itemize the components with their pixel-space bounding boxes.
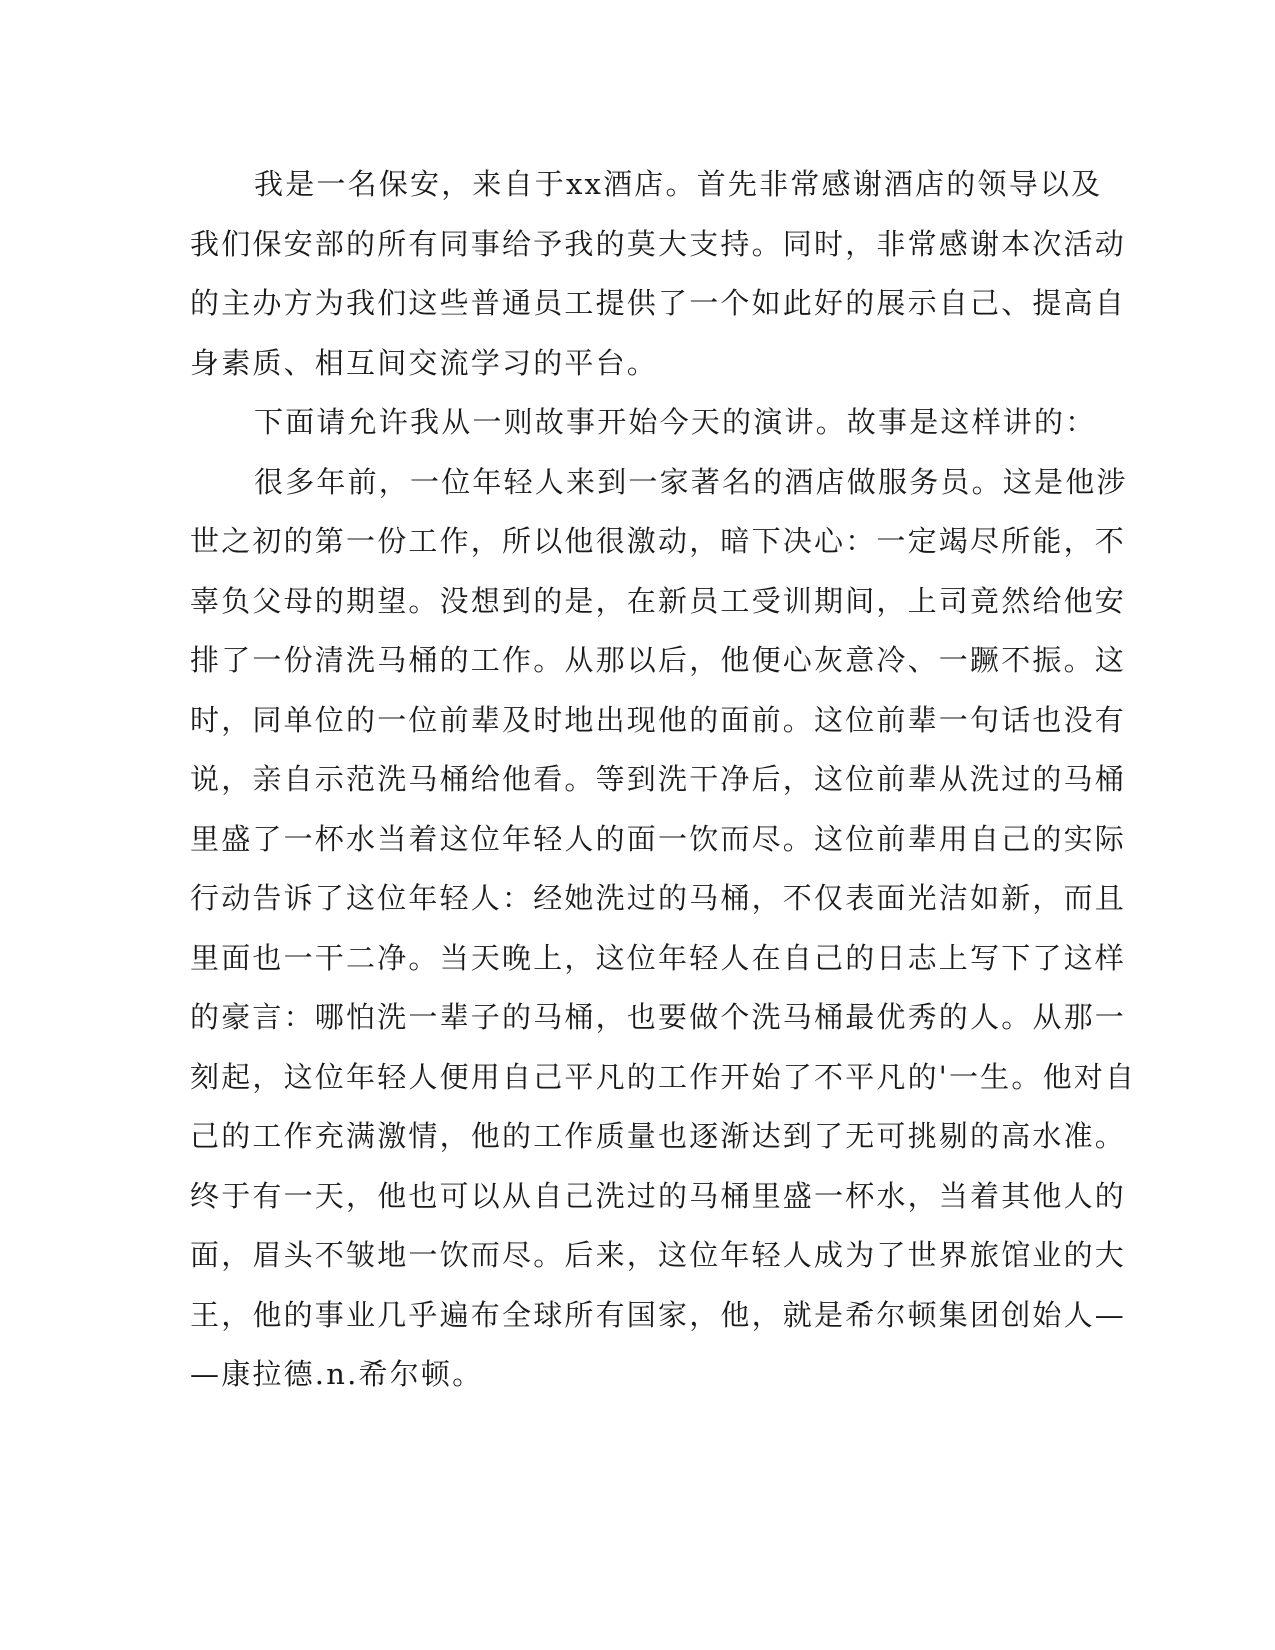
paragraph-transition (190, 393, 1097, 453)
text-line: 己的工作充满激情，他的工作质量也逐渐达到了无可挑剔的高水准。 (190, 1119, 1127, 1153)
text-line: 刻起，这位年轻人便用自己平凡的工作开始了不平凡的'一生。他对自 (190, 1059, 1137, 1094)
text-line: 里盛了一杯水当着这位年轻人的面一饮而尽。这位前辈用自己的实际 (190, 821, 1127, 856)
text-line: 里面也一干二净。当天晚上，这位年轻人在自己的日志上写下了这样 (190, 940, 1127, 975)
text-line: 我们保安部的所有同事给予我的莫大支持。同时，非常感谢本次活动 (190, 226, 1127, 261)
text-line: 我是一名保安，来自于xx酒店。首先非常感谢酒店的领导以及 (254, 167, 1103, 201)
text-line: 终于有一天，他也可以从自己洗过的马桶里盛一杯水，当着其他人的 (190, 1178, 1127, 1213)
text-line: 行动告诉了这位年轻人：经她洗过的马桶，不仅表面光洁如新，而且 (190, 881, 1127, 915)
text-line: 的主办方为我们这些普通员工提供了一个如此好的展示自己、提高自 (190, 286, 1127, 320)
text-line: 世之初的第一份工作，所以他很激动，暗下决心：一定竭尽所能，不 (190, 524, 1127, 558)
text-line: 说，亲自示范洗马桶给他看。等到洗干净后，这位前辈从洗过的马桶 (190, 762, 1127, 796)
text-line: 辜负父母的期望。没想到的是，在新员工受训期间，上司竟然给他安 (190, 583, 1127, 618)
text-line: 的豪言：哪怕洗一辈子的马桶，也要做个洗马桶最优秀的人。从那一 (190, 1000, 1127, 1034)
text-line: 王，他的事业几乎遍布全球所有国家，他，就是希尔顿集团创始人— (190, 1297, 1127, 1332)
paragraph-introduction (190, 155, 1127, 393)
document-body (190, 155, 1137, 1405)
paragraph-story (190, 453, 1137, 1405)
text-line: 时，同单位的一位前辈及时地出现他的面前。这位前辈一句话也没有 (190, 702, 1127, 737)
text-line: 面，眉头不皱地一饮而尽。后来，这位年轻人成为了世界旅馆业的大 (190, 1238, 1127, 1272)
text-line: —康拉德.n.希尔顿。 (190, 1357, 484, 1391)
text-line: 很多年前，一位年轻人来到一家著名的酒店做服务员。这是他涉 (254, 464, 1128, 499)
text-line: 下面请允许我从一则故事开始今天的演讲。故事是这样讲的： (254, 405, 1097, 439)
text-line: 排了一份清洗马桶的工作。从那以后，他便心灰意冷、一蹶不振。这 (190, 643, 1127, 677)
text-line: 身素质、相互间交流学习的平台。 (190, 345, 659, 380)
